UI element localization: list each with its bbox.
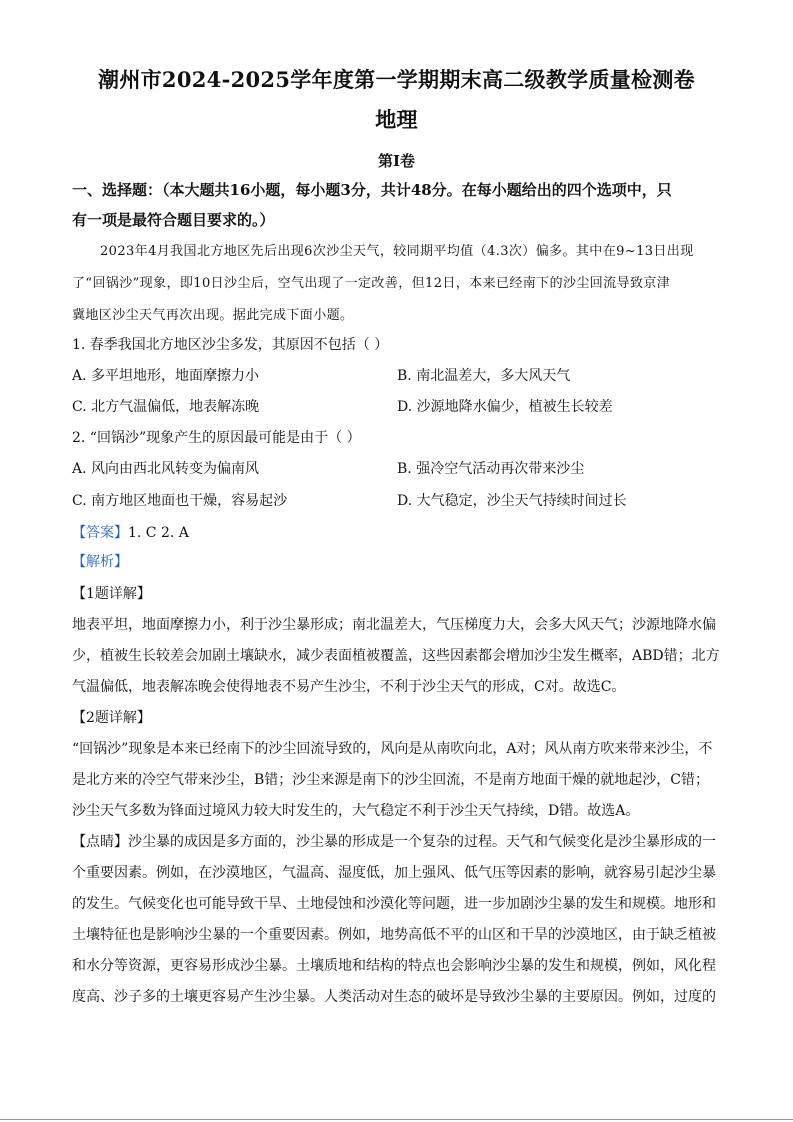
question-2-option-c: C. 南方地区地面也干燥，容易起沙 (72, 493, 288, 509)
question-2-option-b: B. 强冷空气活动再次带来沙尘 (397, 461, 585, 477)
tips-line-2: 个重要因素。例如，在沙漠地区，气温高、湿度低，加上强风、低气压等因素的影响，就容易引起沙尘暴 (72, 865, 716, 881)
question-2-stem: 2. “回锅沙”现象产生的原因最可能是由于（ ） (72, 430, 361, 446)
tips-label: 【点睛】 (72, 834, 128, 850)
detail-1-label: 【1题详解】 (72, 586, 151, 602)
passage-line-1: 2023年4月我国北方地区先后出现6次沙尘天气，较同期平均值（4.3次）偏多。其中在9~13日出现 (100, 244, 694, 259)
answer-text: 1. C 2. A (128, 525, 189, 541)
detail-1-line-3: 气温偏低，地表解冻晚会使得地表不易产生沙尘，不利于沙尘天气的形成，C对。故选C。 (72, 679, 626, 695)
tips-line-4: 土壤特征也是影响沙尘暴的一个重要因素。例如，地势高低不平的山区和干旱的沙漠地区，由于缺乏植被 (72, 927, 716, 943)
passage-line-3: 冀地区沙尘天气再次出现。据此完成下面小题。 (72, 308, 354, 323)
passage-line-2: 了“回锅沙”现象，即10日沙尘后，空气出现了一定改善，但12日，本来已经南下的沙尘回流导致京津 (72, 276, 671, 291)
question-1-stem: 1. 春季我国北方地区沙尘多发，其原因不包括（ ） (72, 337, 389, 353)
question-2-option-a: A. 风向由西北风转变为偏南风 (72, 461, 260, 477)
question-1-option-c: C. 北方气温偏低，地表解冻晚 (72, 399, 260, 415)
tips-line-5: 和水分等资源，更容易形成沙尘暴。土壤质地和结构的特点也会影响沙尘暴的发生和规模，例如，风化程 (72, 958, 716, 974)
detail-2-line-1: “回锅沙”现象是本来已经南下的沙尘回流导致的，风向是从南吹向北，A对；风从南方吹来带来沙尘，不 (72, 741, 713, 757)
subject-title: 地理 (375, 107, 418, 132)
answer-line (72, 523, 722, 543)
analysis-label: 【解析】 (72, 554, 128, 570)
question-1-option-d: D. 沙源地降水偏少，植被生长较差 (397, 399, 613, 415)
instructions-line-1: 一、选择题：（本大题共16小题，每小题3分，共计48分。在每小题给出的四个选项中，只 (72, 181, 672, 199)
question-1-option-b: B. 南北温差大，多大风天气 (397, 368, 571, 384)
question-2-option-d: D. 大气稳定，沙尘天气持续时间过长 (397, 493, 627, 509)
question-1-option-a: A. 多平坦地形，地面摩擦力小 (72, 368, 260, 384)
detail-2-label: 【2题详解】 (72, 710, 151, 726)
instructions-line-2: 有一项是最符合题目要求的。） (72, 211, 275, 229)
page-bottom-divider (0, 1119, 793, 1120)
section-heading: 第Ⅰ卷 (377, 152, 416, 170)
detail-2-line-2: 是北方来的冷空气带来沙尘，B错；沙尘来源是南下的沙尘回流，不是南方地面干燥的就地起沙，C错； (72, 772, 709, 788)
tips-line-1 (72, 832, 722, 852)
tips-text-1: 沙尘暴的成因是多方面的，沙尘暴的形成是一个复杂的过程。天气和气候变化是沙尘暴形成的一 (128, 834, 716, 850)
answer-label: 【答案】 (72, 525, 128, 541)
detail-1-line-2: 少，植被生长较差会加剧土壤缺水，减少表面植被覆盖，这些因素都会增加沙尘发生概率，ABD错；北方 (72, 648, 720, 664)
detail-1-line-1: 地表平坦，地面摩擦力小，利于沙尘暴形成；南北温差大，气压梯度力大，会多大风天气；沙源地降水偏 (72, 617, 716, 633)
exam-title: 潮州市2024-2025学年度第一学期期末高二级教学质量检测卷 (98, 67, 695, 92)
tips-line-3: 的发生。气候变化也可能导致干旱、土地侵蚀和沙漠化等问题，进一步加剧沙尘暴的发生和规模。地形和 (72, 896, 716, 912)
tips-line-6: 度高、沙子多的土壤更容易产生沙尘暴。人类活动对生态的破坏是导致沙尘暴的主要原因。例如，过度的 (72, 989, 716, 1005)
detail-2-line-3: 沙尘天气多数为锋面过境风力较大时发生的，大气稳定不利于沙尘天气持续，D错。故选A。 (72, 803, 640, 819)
